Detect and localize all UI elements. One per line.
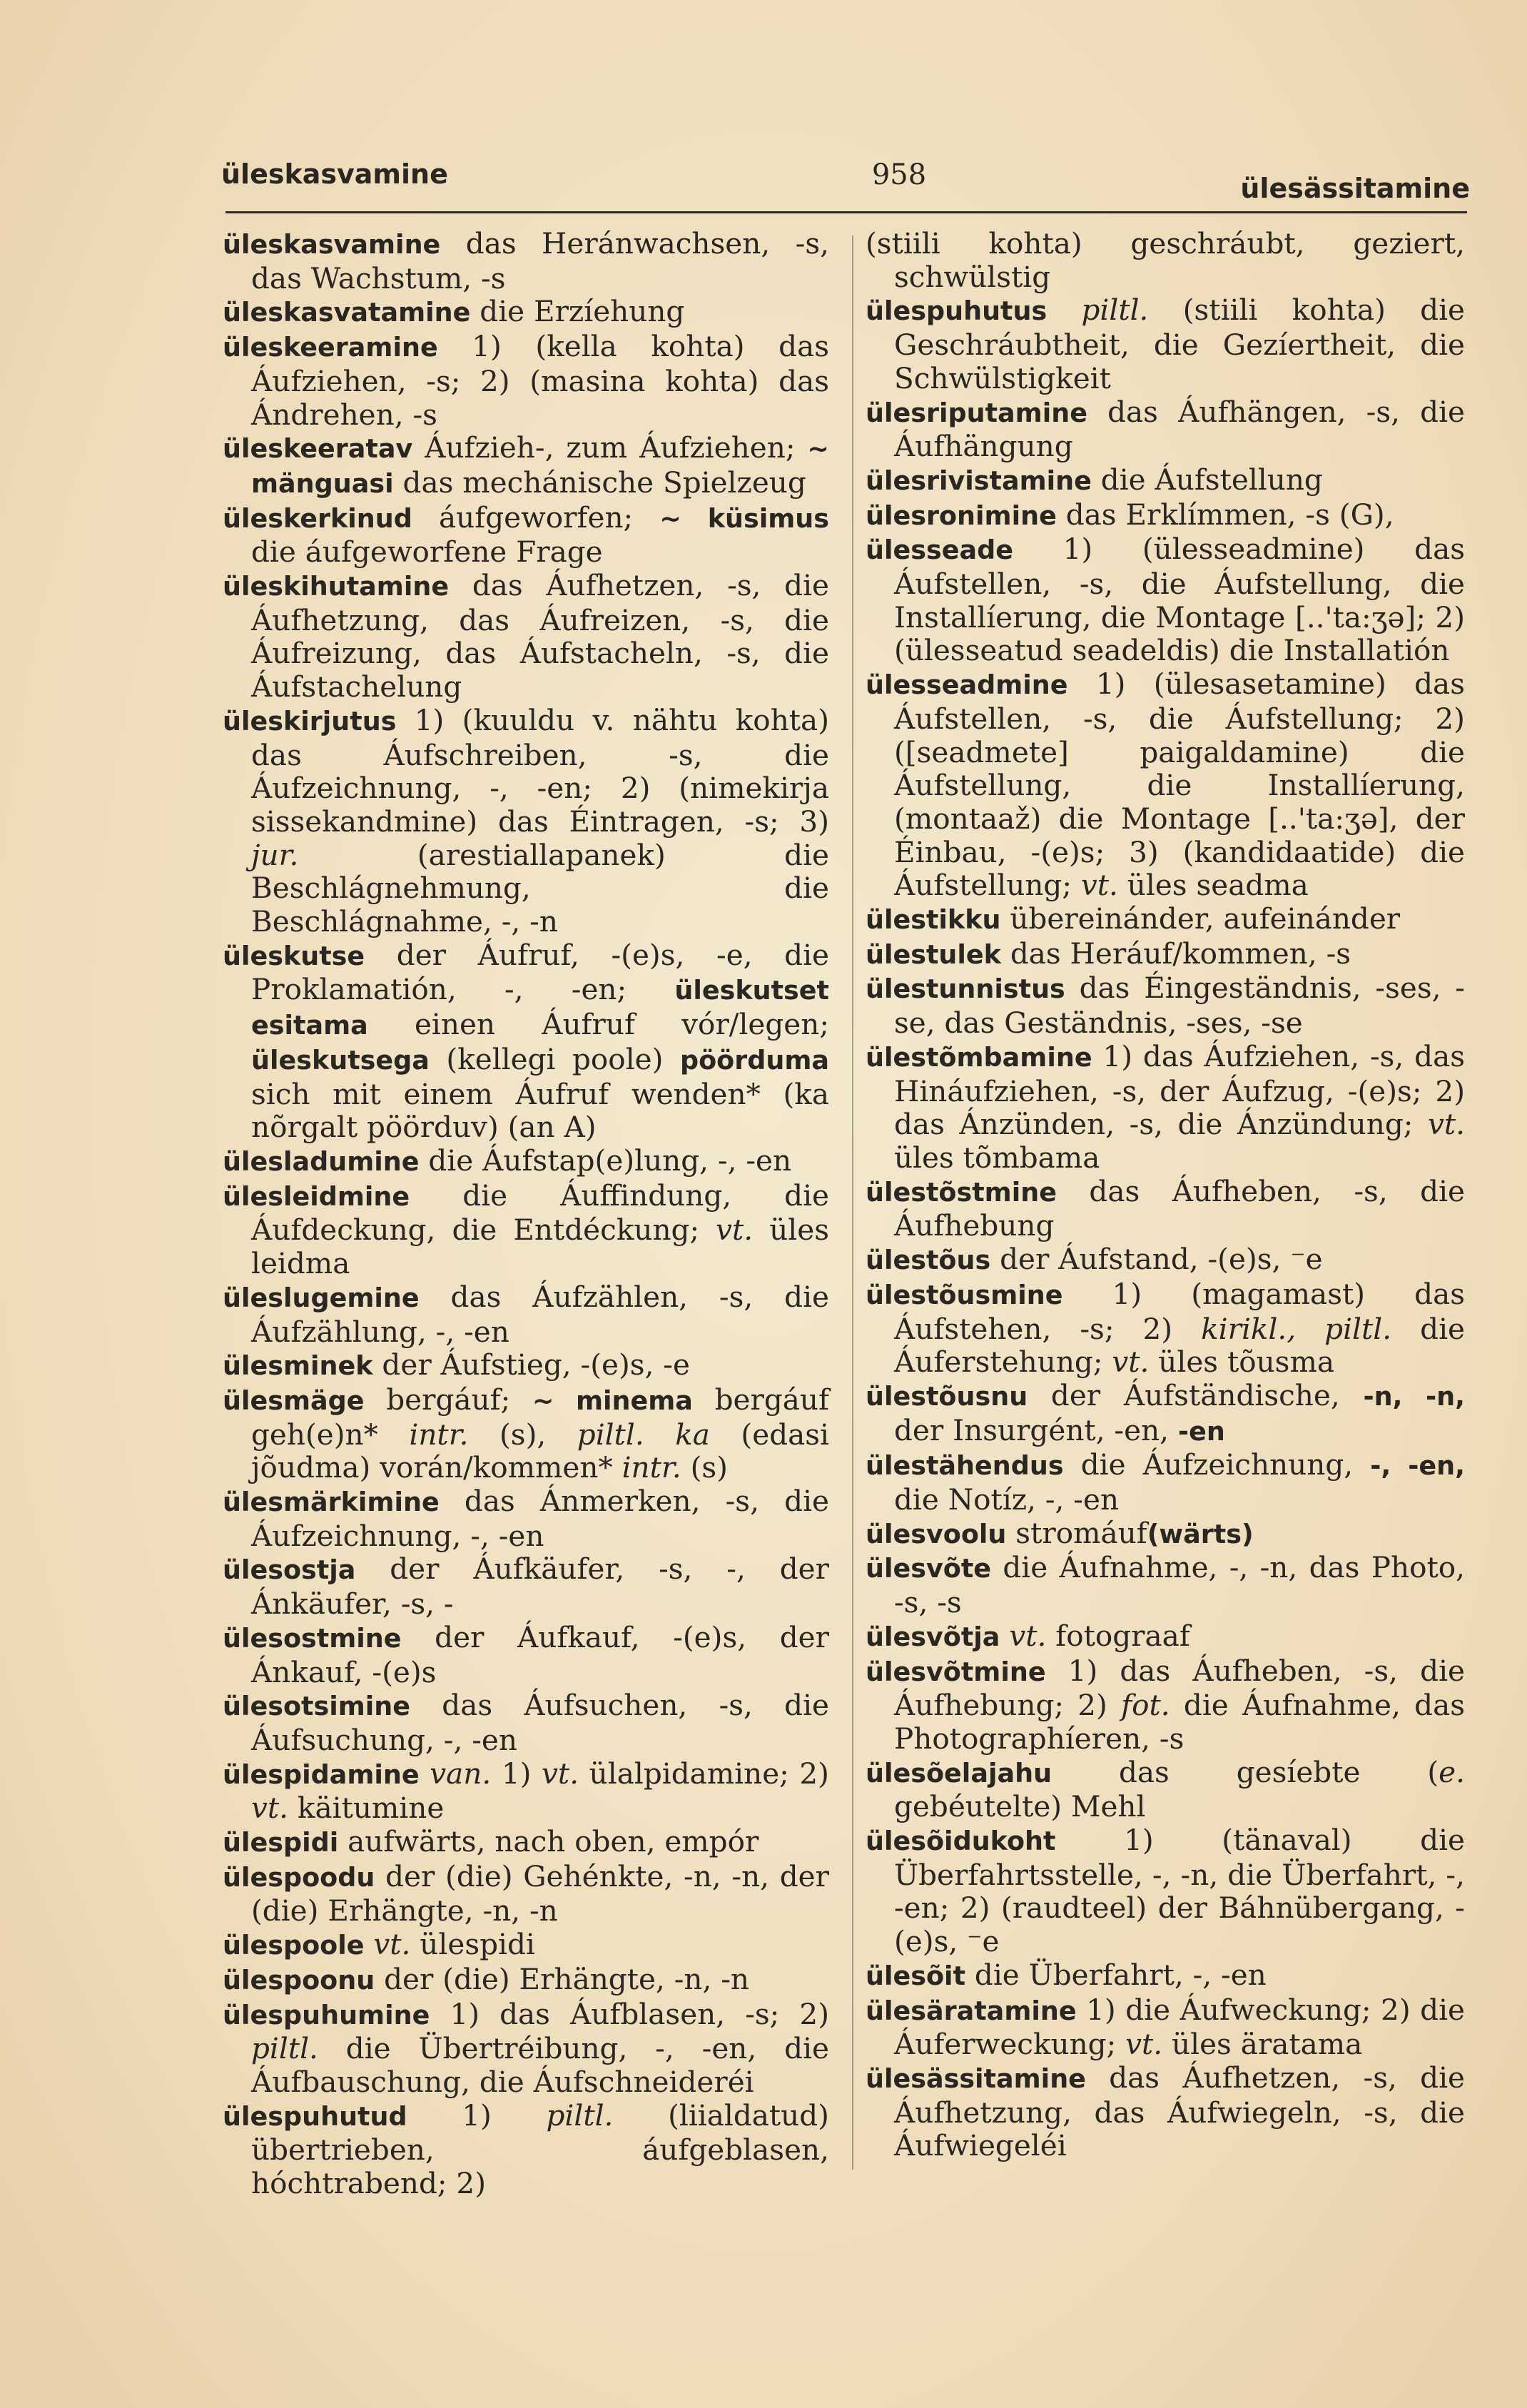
entry-headword: ülesvõte [866, 1553, 992, 1584]
entry-text: jur. [251, 837, 299, 872]
entry-text: intr. [409, 1417, 469, 1452]
entry-text: bergáuf geh(e)n* [251, 1382, 829, 1452]
entry-text: vt. [373, 1927, 411, 1962]
entry-headword: üleskihutamine [223, 571, 450, 602]
entry-text: 1) die Áufweckung; 2) die Áuferweckung; [894, 1992, 1465, 2062]
entry-text: vt. [1125, 2027, 1163, 2062]
entry-text: der Áufstand, -(e)s, ⁻e [990, 1242, 1323, 1277]
entry-text: 1) (kuuldu v. nähtu kohta) das Áufschreiben, -s, die Áufzeichnung, -, -en; 2) (nimekirja sissekandmine) das Éintragen, -s; 3) [251, 702, 829, 839]
entry-text: sich mit einem Áufruf wenden* (ka nõrgalt pöörduv) (an A) [251, 1076, 829, 1145]
entry-text: (liialdatud) übertrieben, áufgeblasen, hóchtrabend; 2) [251, 2098, 829, 2201]
entry-headword: ülestähendus [866, 1450, 1064, 1482]
header-rule [225, 211, 1467, 213]
entry-text: 1) das Áufziehen, -s, das Hináufziehen, -s, der Áufzug, -(e)s; 2) das Ánzünden, -s, die Ánzündung; [894, 1038, 1465, 1142]
entry-text: vt. [1009, 1618, 1047, 1653]
entry-text: der Áufruf, -(e)s, -e, die Proklamatión, -, -en; [251, 937, 829, 1007]
header-right-guideword: ülesässitamine [1240, 173, 1470, 204]
entry-text: gebéutelte) Mehl [894, 1789, 1146, 1824]
dictionary-entry [223, 939, 829, 1144]
dictionary-entry [223, 1860, 829, 1928]
dictionary-entry [866, 937, 1465, 972]
entry-text: üles leidma [251, 1213, 829, 1281]
dictionary-entry [866, 1823, 1465, 1958]
entry-headword: ülespidi [223, 1827, 339, 1858]
dictionary-entry [866, 1551, 1465, 1619]
entry-headword: ülestõstmine [866, 1176, 1057, 1208]
dictionary-entry [223, 2099, 829, 2200]
dictionary-entry [866, 395, 1465, 463]
entry-headword: ülespoodu [223, 1861, 375, 1893]
entry-text: die Erzíehung [470, 294, 685, 329]
entry-text: vt. [1427, 1107, 1465, 1142]
entry-text: (stiili kohta) die Geschráubtheit, die Gezíertheit, die Schwülstigkeit [894, 293, 1466, 395]
entry-headword: ülespoole [223, 1930, 365, 1961]
dictionary-entry [866, 1278, 1465, 1379]
entry-text: (edasi jõudma) vorán/kommen* [251, 1417, 830, 1485]
entry-text: piltl. [251, 2031, 318, 2066]
column-divider [852, 236, 853, 2170]
dictionary-entry [223, 330, 829, 431]
entry-text: 1) das Áufheben, -s, die Áufhebung; 2) [894, 1653, 1465, 1723]
dictionary-entry [223, 431, 829, 500]
dictionary-entry [223, 1998, 829, 2099]
entry-text: piltl. ka [577, 1417, 710, 1452]
dictionary-entry [866, 1993, 1465, 2061]
entry-text: -n, -n, [1363, 1380, 1465, 1412]
entry-text: das Ánmerken, -s, die Áufzeichnung, -, -en [251, 1484, 829, 1553]
entry-headword: üleskirjutus [223, 705, 397, 737]
dictionary-entry [223, 1963, 829, 1998]
entry-headword: ülesvoolu [866, 1518, 1007, 1549]
entry-headword: ülesseadmine [866, 669, 1068, 701]
dictionary-entry [223, 1280, 829, 1348]
dictionary-entry [866, 1619, 1465, 1654]
entry-headword: ülesostja [223, 1554, 356, 1586]
dictionary-entry [866, 1040, 1465, 1175]
dictionary-entry [866, 1958, 1465, 1993]
entry-text: das Éingeständnis, -ses, -se, das Geständnis, -ses, -se [894, 971, 1465, 1041]
entry-text: vt. [251, 1791, 289, 1826]
entry-headword: üleslugemine [223, 1282, 420, 1313]
entry-text: das Áufhetzen, -s, die Áufhetzung, das Áufreizen, -s, die Áufreizung, das Áufstacheln, -s, die Áufstachelung [251, 568, 829, 704]
entry-text: áufgeworfen; [412, 500, 660, 535]
dictionary-entry [866, 1243, 1465, 1278]
dictionary-entry [223, 1757, 829, 1825]
entry-headword: ülestõusnu [866, 1380, 1028, 1412]
entry-text: piltl. [546, 2098, 614, 2133]
dictionary-entry [223, 1348, 829, 1383]
entry-text: ~ mänguasi [251, 433, 829, 499]
entry-text: das Áufheben, -s, die Áufhebung [894, 1173, 1465, 1243]
dictionary-entry [866, 1175, 1465, 1243]
dictionary-entry [866, 971, 1465, 1039]
entry-headword: ülestõmbamine [866, 1041, 1092, 1073]
entry-text: stromáuf [1006, 1515, 1147, 1550]
dictionary-entry [223, 1179, 829, 1280]
dictionary-entry [866, 532, 1465, 667]
entry-headword: ülestõusmine [866, 1279, 1063, 1310]
dictionary-entry [866, 1756, 1465, 1823]
entry-text: die Áufnahme, das Photographíeren, -s [894, 1688, 1466, 1756]
entry-text [365, 1927, 374, 1961]
entry-text: der (die) Erhängte, -n, -n [375, 1961, 749, 1996]
entry-text: üleskutset esitama [251, 975, 829, 1041]
entry-text: (arestiallapanek) die Beschlágnehmung, die Beschlágnahme, -, -n [251, 837, 829, 939]
entry-text: 1) [491, 1756, 542, 1791]
entry-text: das gesíebte ( [1052, 1754, 1439, 1789]
entry-text: 1) (kella kohta) das Áufziehen, -s; 2) (masina kohta) das Ándrehen, -s [251, 329, 829, 432]
entry-text: vt. [542, 1756, 579, 1791]
entry-text: ülalpidamine; 2) [579, 1756, 829, 1791]
dictionary-entry [223, 501, 829, 569]
entry-text: übereinánder, aufeinánder [1000, 901, 1401, 936]
entry-text: die Áufstellung [1091, 462, 1323, 497]
entry-text: fotograaf [1046, 1618, 1190, 1653]
entry-continuation: (stiili kohta) geschráubt, geziert, schwülstig [866, 226, 1465, 294]
entry-text: 1) (ülesasetamine) das Áufstellen, -s, die Áufstellung; 2) ([seadmete] paigaldamine) die Áufstellung, die Installíerung, (montaaž) die Montage [..'ta:ʒə], der Éinbau, -(e)s; 3) (kandidaatide) die Áufstellung; [894, 667, 1465, 903]
entry-text: die Notíz, -, -en [894, 1482, 1120, 1517]
dictionary-entry [866, 1379, 1465, 1448]
entry-text: die Áuferstehung; [894, 1311, 1465, 1380]
entry-text: das Áufsuchen, -s, die Áufsuchung, -, -en [251, 1688, 829, 1757]
entry-headword: ülesotsimine [223, 1691, 411, 1722]
entry-text: van. [430, 1756, 492, 1791]
entry-text: die Übertréibung, -, -en, die Áufbauschung, die Áufschneideréi [251, 2031, 829, 2099]
entry-text: -en [1177, 1415, 1225, 1447]
entry-headword: ülespidamine [223, 1759, 420, 1790]
header-left-guideword: üleskasvamine [221, 158, 448, 190]
entry-text [1047, 293, 1081, 327]
dictionary-entry [223, 1621, 829, 1689]
entry-text: ~ minema [532, 1385, 693, 1416]
entry-text: das Heránwachsen, -s, das Wachstum, -s [251, 226, 829, 295]
entry-headword: ülesladumine [223, 1145, 420, 1177]
entry-headword: ülesriputamine [866, 397, 1087, 428]
entry-text: bergáuf; [364, 1382, 532, 1417]
dictionary-entry [866, 667, 1465, 902]
entry-text: der Áufkäufer, -s, -, der Ánkäufer, -s, - [251, 1552, 829, 1622]
entry-text: käitumine [288, 1791, 445, 1826]
dictionary-entry [223, 227, 829, 295]
right-column [866, 227, 1465, 2162]
entry-text: (s), [468, 1417, 577, 1452]
entry-headword: ülesminek [223, 1350, 373, 1382]
entry-headword: ülestulek [866, 939, 1001, 970]
dictionary-entry [223, 295, 829, 330]
entry-text: die Áufnahme, -, -n, das Photo, -s, -s [894, 1550, 1465, 1620]
dictionary-entry [866, 902, 1465, 937]
entry-text: fot. [1121, 1688, 1170, 1723]
entry-text: das Heráuf/kommen, -s [1000, 936, 1351, 971]
entry-headword: ülesleidmine [223, 1180, 410, 1212]
entry-headword: üleskeeramine [223, 332, 438, 363]
entry-text: üleskutsega [251, 1044, 430, 1076]
entry-headword: ülesronimine [866, 500, 1057, 531]
page-header [221, 158, 1470, 208]
entry-text: das mechánische Spielzeug [393, 465, 806, 500]
entry-text: vt. [1080, 868, 1118, 903]
entry-text: e. [1439, 1754, 1465, 1789]
entry-text: das Áufhängen, -s, die Áufhängung [894, 394, 1465, 464]
entry-text: (kellegi poole) [429, 1041, 680, 1076]
entry-headword: ülesõidukoht [866, 1826, 1056, 1857]
dictionary-entry [223, 1383, 829, 1484]
dictionary-entry [866, 463, 1465, 498]
entry-text [420, 1756, 430, 1791]
entry-text: das Erklímmen, -s (G), [1056, 497, 1394, 532]
dictionary-entry [866, 1654, 1465, 1756]
entry-text: der Áufständische, [1028, 1377, 1364, 1412]
entry-text: vt. [1112, 1345, 1150, 1380]
entry-text: (wärts) [1147, 1518, 1254, 1549]
entry-text: der (die) Gehénkte, -n, -n, der (die) Erhängte, -n, -n [251, 1858, 829, 1928]
entry-text: 1) das Áufblasen, -s; 2) [430, 1996, 829, 2031]
entry-text [1000, 1619, 1009, 1653]
entry-headword: ülesvõtmine [866, 1656, 1046, 1687]
entry-headword: ülesrivistamine [866, 465, 1092, 496]
entry-headword: üleskeeratav [223, 433, 413, 465]
entry-text: 1) (ülesseadmine) das Áufstellen, -s, die Áufstellung, die Installíerung, die Montage [..'ta:ʒə]; 2) (ülesseatud seadeldis) die Installatión [894, 532, 1465, 668]
dictionary-entry [223, 1928, 829, 1963]
entry-headword: üleskasvatamine [223, 297, 471, 328]
entry-text: pöörduma [679, 1044, 829, 1076]
entry-headword: ülespuhutus [866, 295, 1047, 327]
dictionary-entry [223, 1552, 829, 1620]
entry-text: ülespidi [410, 1927, 535, 1962]
entry-text: die áufgeworfene Frage [251, 535, 603, 570]
entry-text: üles seadma [1117, 868, 1309, 903]
entry-headword: ülesmäge [223, 1385, 365, 1416]
entry-text: intr. [622, 1450, 681, 1485]
dictionary-entry [223, 1689, 829, 1756]
dictionary-entry [223, 1825, 829, 1860]
entry-headword: ülespuhutud [223, 2100, 407, 2132]
entry-text: -, -en, [1370, 1450, 1465, 1482]
entry-text: 1) (magamast) das Áufstehen, -s; 2) [894, 1276, 1465, 1346]
entry-headword: ülestikku [866, 904, 1001, 936]
entry-headword: ülespuhumine [223, 1999, 430, 2030]
entry-text: die Áufstap(e)lung, -, -en [419, 1143, 792, 1178]
entry-text: piltl. [1081, 293, 1149, 328]
dictionary-entry [866, 498, 1465, 533]
page-number: 958 [871, 158, 927, 191]
entry-text: einen Áufruf vór/legen; [367, 1007, 829, 1042]
dictionary-entry [866, 2061, 1465, 2162]
entry-headword: ülesõit [866, 1960, 966, 1991]
entry-text: aufwärts, nach oben, empór [338, 1824, 759, 1859]
entry-text: üles äratama [1162, 2027, 1363, 2062]
entry-headword: üleskasvamine [223, 229, 441, 260]
entry-text: Áufzieh-, zum Áufziehen; [412, 430, 808, 465]
entry-text: der Insurgént, -en, [894, 1412, 1178, 1447]
entry-text: die Áuffindung, die Áufdeckung, die Entdéckung; [251, 1178, 829, 1248]
entry-headword: üleskutse [223, 940, 365, 971]
entry-text: das Áufzählen, -s, die Áufzählung, -, -en [251, 1279, 829, 1349]
dictionary-entry [866, 227, 1465, 293]
entry-text: vt. [716, 1213, 754, 1248]
dictionary-entry [866, 293, 1465, 395]
dictionary-entry [866, 1517, 1465, 1552]
dictionary-entry [866, 1448, 1465, 1516]
left-column [223, 227, 829, 2200]
entry-text: 1) (tänaval) die Überfahrtsstelle, -, -n, die Überfahrt, -, -en; 2) (raudteel) der Báhnübergang, -(e)s, ⁻e [894, 1823, 1465, 1959]
entry-text: der Áufstieg, -(e)s, -e [372, 1347, 690, 1382]
entry-headword: ülesvõtja [866, 1621, 1000, 1652]
entry-headword: ülesäratamine [866, 1995, 1077, 2026]
entry-headword: ülesmärkimine [223, 1487, 440, 1518]
entry-text: üles tõmbama [894, 1140, 1100, 1175]
entry-text: kirikl., piltl. [1201, 1311, 1392, 1346]
dictionary-entry [223, 1144, 829, 1179]
entry-headword: ülestõus [866, 1245, 991, 1276]
entry-text: ~ küsimus [659, 502, 829, 534]
entry-headword: ülesseade [866, 535, 1013, 566]
entry-text: die Überfahrt, -, -en [965, 1957, 1267, 1992]
entry-headword: ülespoonu [223, 1964, 375, 1995]
entry-text: das Áufhetzen, -s, die Áufhetzung, das Áufwiegeln, -s, die Áufwiegeléi [894, 2060, 1465, 2163]
entry-text: üles tõusma [1149, 1345, 1335, 1380]
entry-headword: üleskerkinud [223, 502, 412, 534]
entry-text: 1) [407, 2098, 547, 2133]
entry-text: die Áufzeichnung, [1063, 1447, 1371, 1482]
entry-text: der Áufkauf, -(e)s, der Ánkauf, -(e)s [251, 1619, 829, 1689]
entry-headword: ülesostmine [223, 1622, 402, 1654]
dictionary-entry [223, 1484, 829, 1552]
dictionary-entry [223, 704, 829, 939]
entry-headword: ülestunnistus [866, 973, 1065, 1005]
dictionary-entry [223, 569, 829, 704]
entry-text: (s) [681, 1450, 728, 1485]
entry-headword: ülesõelajahu [866, 1757, 1052, 1789]
entry-headword: ülesässitamine [866, 2063, 1086, 2094]
